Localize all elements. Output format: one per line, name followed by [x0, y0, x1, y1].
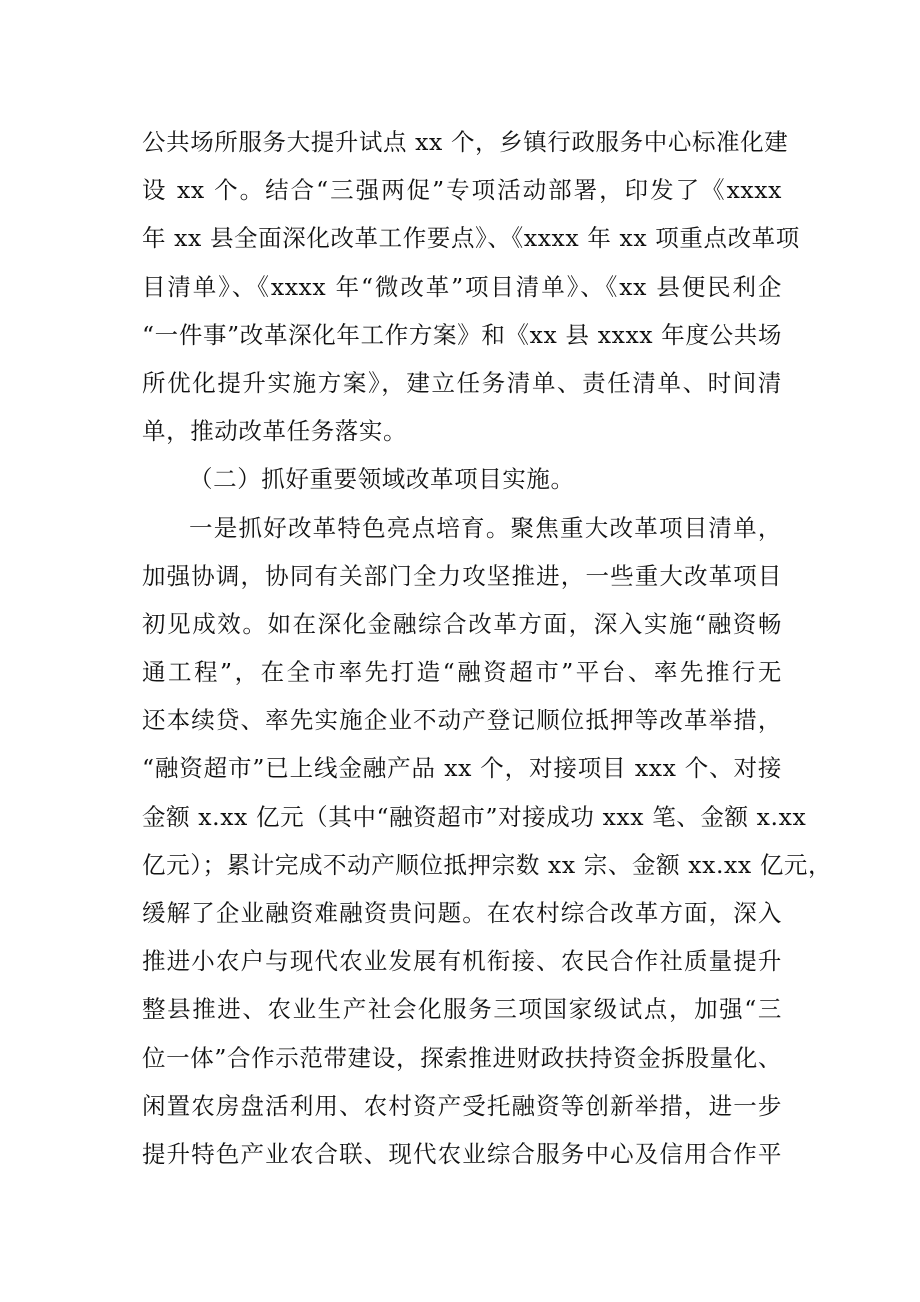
text-line: 缓解了企业融资难融资贵问题。在农村综合改革方面，深入: [142, 899, 782, 927]
document-body: [142, 118, 833, 1178]
text-line: “一件事”改革深化年工作方案》和《xx 县 xxxx 年度公共场: [142, 320, 782, 349]
text-line: 所优化提升实施方案》，建立任务清单、责任清单、时间清: [142, 368, 782, 397]
text-line: 位一体”合作示范带建设，探索推进财政扶持资金拆股量化、: [142, 1043, 782, 1072]
text-line: 金额 x.xx 亿元（其中“融资超市”对接成功 xxx 笔、金额 x.xx: [142, 802, 807, 831]
text-line: 加强协调，协同有关部门全力攻坚推进，一些重大改革项目: [142, 561, 782, 590]
text-line: 目清单》、《xxxx 年“微改革”项目清单》、《xx 县便民利企: [142, 272, 782, 301]
heading-line: （二）抓好重要领域改革项目实施。: [189, 465, 575, 494]
text-line: 整县推进、农业生产社会化服务三项国家级试点，加强“三: [142, 995, 782, 1024]
text-line: 推进小农户与现代农业发展有机衔接、农民合作社质量提升: [142, 947, 782, 976]
text-line: 初见成效。如在深化金融综合改革方面，深入实施“融资畅: [142, 609, 782, 638]
text-line: 通工程”，在全市率先打造“融资超市”平台、率先推行无: [142, 658, 782, 687]
text-line: 公共场所服务大提升试点 xx 个，乡镇行政服务中心标准化建: [142, 128, 789, 156]
text-line: “融资超市”已上线金融产品 xx 个，对接项目 xxx 个、对接: [142, 754, 782, 783]
text-line: 闲置农房盘活利用、农村资产受托融资等创新举措，进一步: [142, 1091, 782, 1120]
text-line: 单，推动改革任务落实。: [142, 417, 408, 446]
text-line: 亿元）；累计完成不动产顺位抵押宗数 xx 宗、金额 xx.xx 亿元，: [142, 850, 833, 879]
text-line: 一是抓好改革特色亮点培育。聚焦重大改革项目清单，: [189, 513, 782, 542]
paragraph-1: [142, 118, 800, 455]
paragraph-2: [142, 504, 833, 1179]
text-line: 年 xx 县全面深化改革工作要点》、《xxxx 年 xx 项重点改革项: [142, 224, 800, 253]
section-heading: [142, 455, 782, 503]
text-line: 还本续贷、率先实施企业不动产登记顺位抵押等改革举措，: [142, 706, 782, 735]
text-line: 提升特色产业农合联、现代农业综合服务中心及信用合作平: [142, 1139, 782, 1168]
text-line: 设 xx 个。结合“三强两促”专项活动部署，印发了《xxxx: [142, 176, 782, 205]
